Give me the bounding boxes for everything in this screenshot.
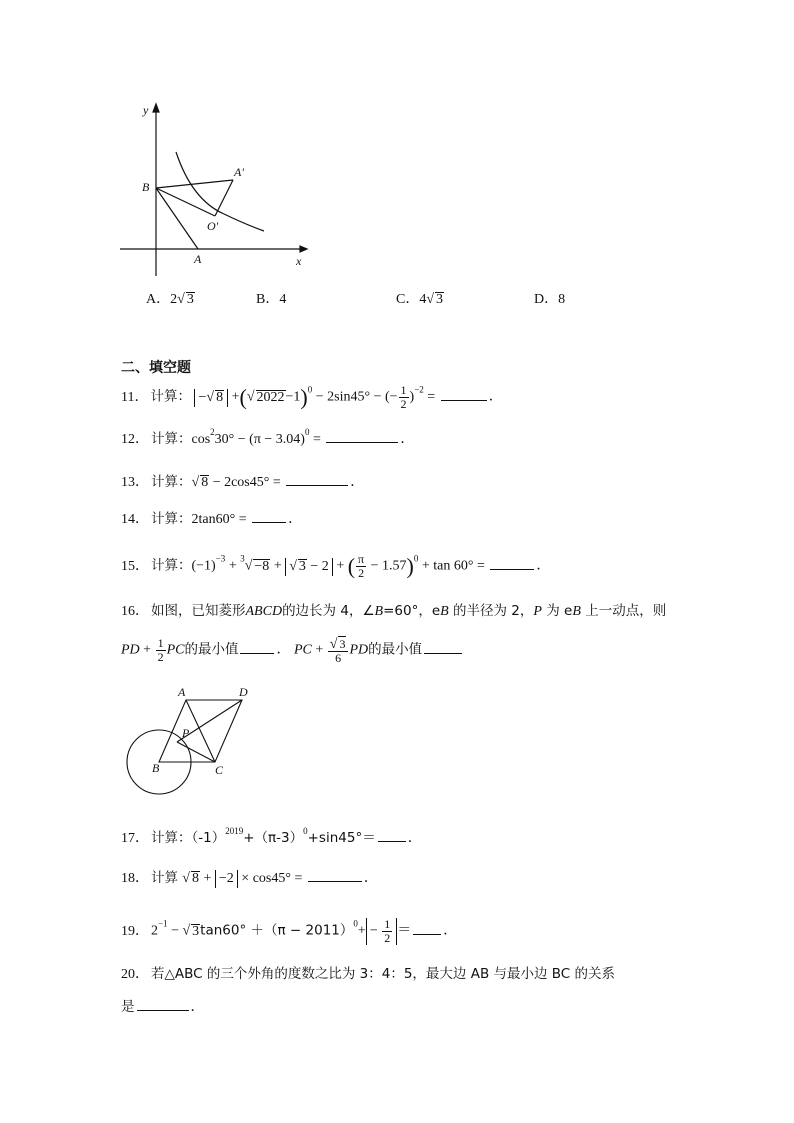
question-11: 11． 计算： −√ 8 +(√ 2022−1)$^0$ − 2sin45° − (− $\frac{1}{2}$ )$^{-2}$ = ． (121, 383, 503, 411)
label-A: A (194, 252, 202, 266)
answer-blank-16a[interactable] (240, 639, 274, 654)
section-title: 二、填空题 (121, 360, 191, 376)
segment-BA (156, 188, 198, 249)
option-d[interactable]: D．8 (534, 292, 566, 307)
label-A: A (178, 685, 186, 699)
answer-blank-19[interactable] (413, 920, 441, 935)
answer-blank-13[interactable] (286, 471, 348, 486)
label-B: B (142, 180, 150, 194)
coordinate-figure (112, 96, 312, 276)
answer-blank-20[interactable] (137, 996, 189, 1011)
question-16-line2: PD + $\frac{1}{2}$ PC的最小值 ． PC + $\frac{√ 3}{6}$ PD的最小值 (121, 636, 464, 665)
segment-BA-prime (156, 180, 233, 188)
answer-blank-17[interactable] (378, 827, 406, 842)
answer-blank-11[interactable] (441, 386, 487, 401)
label-D: D (239, 685, 248, 699)
y-axis-arrow (153, 104, 159, 112)
label-C: C (215, 763, 224, 777)
question-13: 13． 计算：√ 8 − 2cos45° = ． (121, 471, 364, 493)
answer-options (146, 288, 706, 310)
option-c[interactable]: C．4√ 3 (396, 292, 444, 307)
hyperbola-curve (176, 152, 264, 231)
question-20-line2: 是 ． (121, 996, 205, 1018)
question-19: 19． $2^{-1}$ − √ $3\tan 60^\circ +(\pi - 2011)^0+$ − $\frac{1}{2}$ ＝ ． (121, 917, 458, 945)
answer-blank-12[interactable] (326, 428, 398, 443)
question-15: 15． 计算：$(-1)^{-3} + ^3√ -8$ + √ 3 − 2 + ( $\frac{\pi}{2}$ − 1.57)$^0$ + tan 60° = ． (121, 552, 551, 580)
x-axis-arrow (300, 246, 307, 252)
rhombus-figure (120, 684, 270, 800)
label-P: P (182, 726, 190, 740)
diagonal-AC (186, 700, 215, 762)
answer-blank-18[interactable] (308, 867, 362, 882)
question-16: 16． 如图，已知菱形ABCD的边长为 4，∠B=60°，eB 的半径为 2，P 为 eB 上一动点，则 (121, 603, 667, 619)
option-b[interactable]: B．4 (256, 292, 287, 307)
question-20: 20． 若△ABC 的三个外角的度数之比为 3：4：5，最大边 AB 与最小边 BC 的关系 (121, 966, 616, 982)
question-17: 17． 计算：$(-1)^{2019}+(\pi-3)^0+\sin 45^\circ=$ ． (121, 826, 422, 846)
answer-blank-15[interactable] (490, 555, 534, 570)
answer-blank-14[interactable] (252, 508, 286, 523)
label-y: y (143, 103, 149, 117)
answer-blank-16b[interactable] (424, 639, 462, 654)
question-14: 14． 计算：2tan60° = ． (121, 508, 302, 530)
segment-A-prime-O-prime (215, 180, 233, 216)
label-A-prime: A' (234, 165, 244, 179)
label-B: B (152, 761, 160, 775)
label-O-prime: O' (207, 219, 219, 233)
question-12: 12． 计算：$\cos^230^\circ - (\pi - 3.04)^0$ = ． (121, 427, 415, 447)
option-a[interactable]: A．2√ 3 (146, 292, 194, 307)
segment-PC (177, 742, 215, 762)
question-18: 18． 计算 √ 8 + −2 × cos45° = ． (121, 867, 378, 889)
label-x: x (296, 254, 302, 268)
